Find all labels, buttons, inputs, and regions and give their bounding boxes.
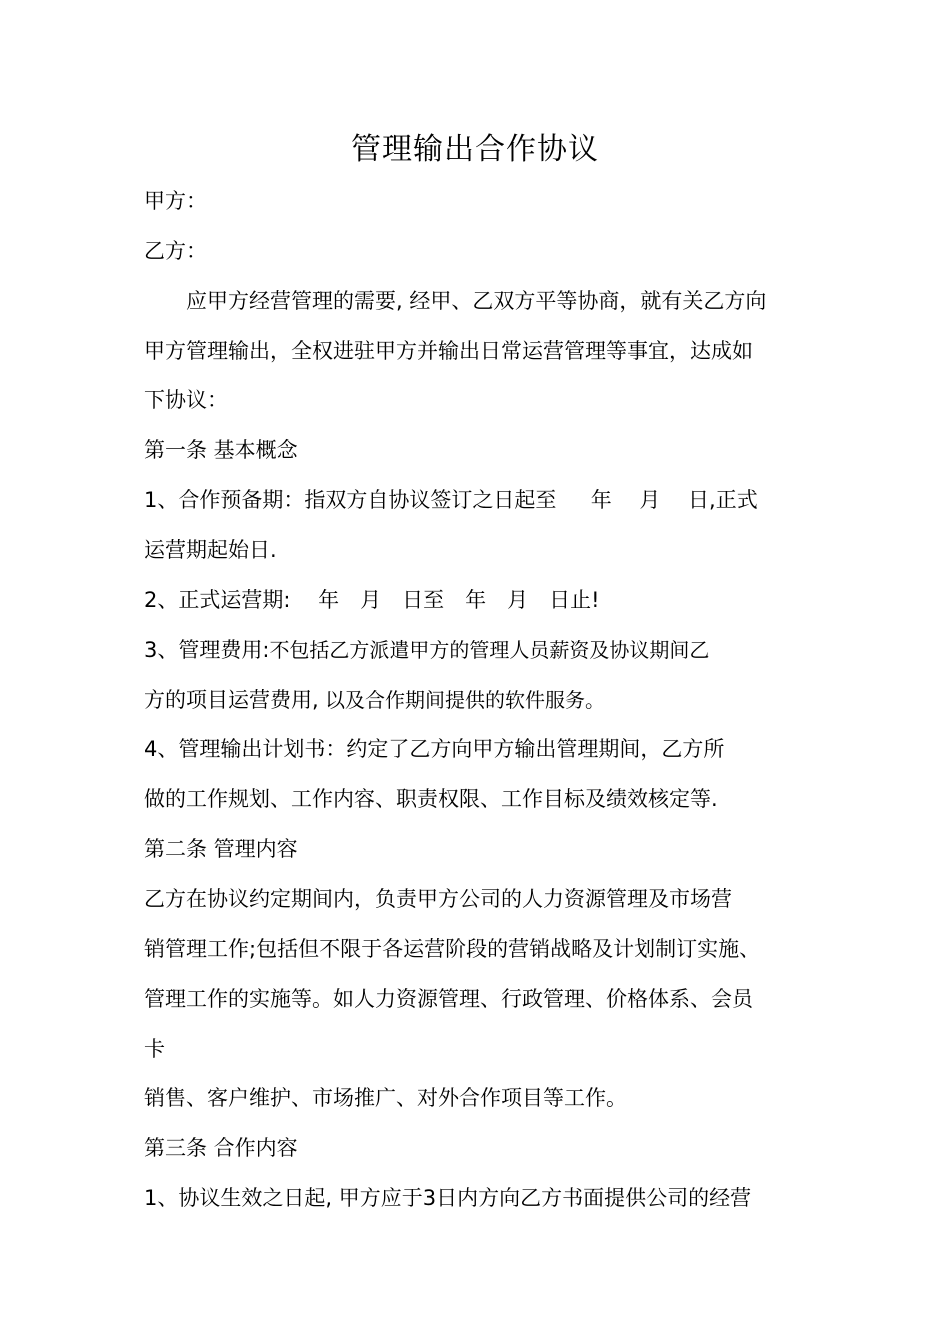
article3-item1: 1、协议生效之日起, 甲方应于3日内方向乙方书面提供公司的经营 — [144, 1186, 752, 1210]
article1-item4-line2: 做的工作规划、工作内容、职责权限、工作目标及绩效核定等. — [144, 787, 718, 811]
intro-line-2: 甲方管理输出，全权进驻甲方并输出日常运营管理等事宜，达成如 — [144, 339, 753, 363]
item3-text: 不包括乙方派遣甲方的管理人员薪资及协议期间乙 — [269, 638, 710, 662]
article1-item4-line1: 4、管理输出计划书：约定了乙方向甲方输出管理期间，乙方所 — [144, 737, 725, 761]
item3-text-cont: 方的项目运营费用, — [144, 688, 319, 712]
party-b-label: 乙方： — [144, 239, 207, 263]
article2-line-5: 销售、客户维护、市场推广、对外合作项目等工作。 — [144, 1086, 627, 1110]
article1-item2: 2、正式运营期: 年 月 日至 年 月 日止! — [144, 588, 600, 612]
article1-item1-line1: 1、合作预备期：指双方自协议签订之日起至 年 月 日,正式 — [144, 488, 758, 512]
party-a-label: 甲方： — [144, 189, 207, 213]
article2-line-3: 管理工作的实施等。如人力资源管理、行政管理、价格体系、会员 — [144, 987, 753, 1011]
article1-item3-line2 — [144, 685, 605, 715]
article2-line-2: 销管理工作;包括但不限于各运营阶段的营销战略及计划制订实施、 — [144, 937, 761, 961]
intro-line-1: 应甲方经营管理的需要, 经甲、乙双方平等协商，就有关乙方向 — [186, 289, 767, 313]
item3-software-text: 以及合作期间提供的软件服务。 — [318, 688, 606, 712]
intro-line-3: 下协议： — [144, 388, 228, 412]
article1-item1-line2: 运营期起始日. — [144, 538, 277, 562]
article2-heading: 第二条 管理内容 — [144, 837, 298, 861]
article2-line-1: 乙方在协议约定期间内，负责甲方公司的人力资源管理及市场营 — [144, 887, 732, 911]
article3-heading: 第三条 合作内容 — [144, 1136, 298, 1160]
article1-heading: 第一条 基本概念 — [144, 438, 298, 462]
item3-label: 3、管理费用: — [144, 638, 270, 662]
article1-item3-line1 — [144, 635, 709, 665]
article2-line-4: 卡 — [144, 1037, 165, 1061]
document-title: 管理输出合作协议 — [351, 132, 599, 167]
